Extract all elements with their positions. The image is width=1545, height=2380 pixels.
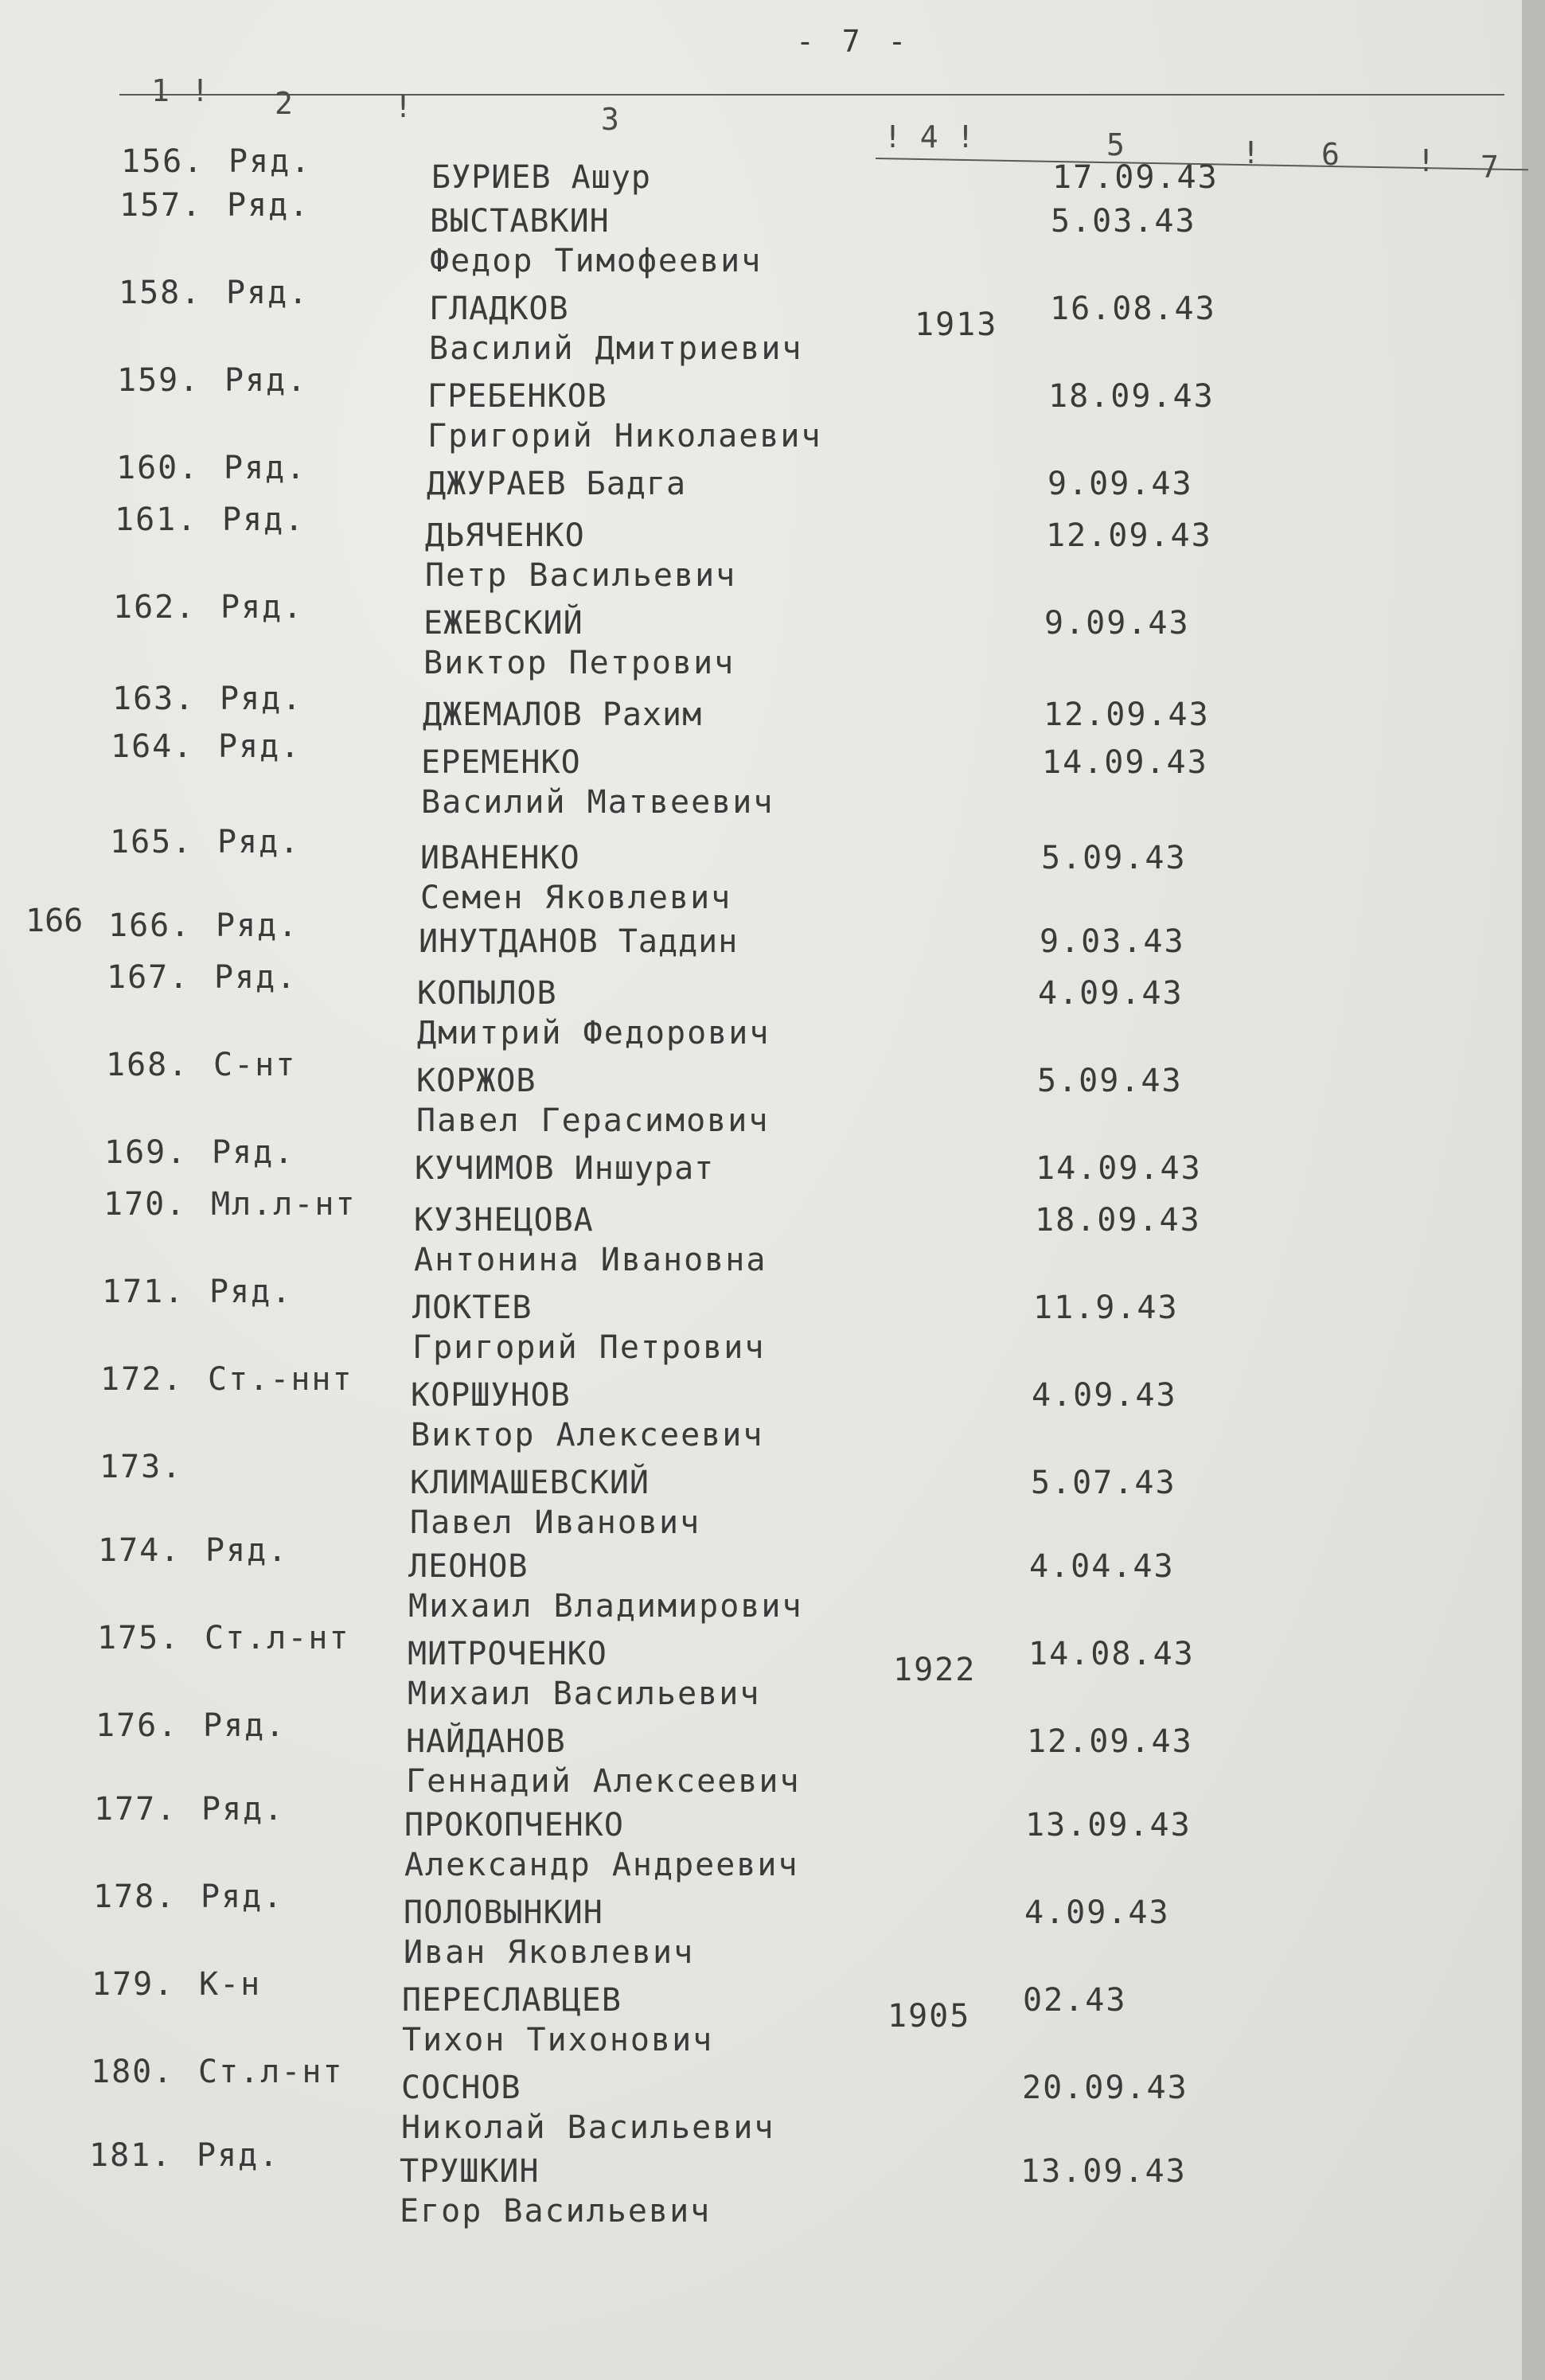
given-name-cell: Антонина Ивановна xyxy=(414,1242,767,1278)
date-cell: 20.09.43 xyxy=(1022,2070,1188,2106)
given-name-cell: Виктор Петрович xyxy=(423,645,735,681)
date-cell: 4.09.43 xyxy=(1024,1894,1170,1931)
surname-cell: КУЧИМОВ Иншурат xyxy=(415,1150,715,1187)
row-number: 163. xyxy=(112,681,196,717)
given-name-cell: Николай Васильевич xyxy=(401,2109,775,2146)
date-cell: 9.03.43 xyxy=(1040,923,1185,960)
given-name-cell: Василий Матвеевич xyxy=(421,784,774,821)
surname-cell: ПОЛОВЫНКИН xyxy=(404,1894,603,1931)
given-name-cell: Павел Иванович xyxy=(410,1504,701,1541)
row-number: 164. xyxy=(111,728,194,765)
rank-cell: Ряд. xyxy=(212,1134,295,1171)
given-name-cell: Егор Васильевич xyxy=(400,2193,712,2230)
row-number: 170. xyxy=(103,1186,187,1223)
row-number: 169. xyxy=(104,1134,188,1171)
page-edge-shadow xyxy=(1522,0,1545,2380)
date-cell: 9.09.43 xyxy=(1044,605,1190,642)
rank-cell: Ряд. xyxy=(203,1707,287,1744)
rank-cell: Ряд. xyxy=(216,907,299,944)
surname-cell: ДЖУРАЕВ Бадга xyxy=(427,466,687,502)
rank-cell: Ряд. xyxy=(220,681,303,717)
column-header: 7 xyxy=(1481,150,1499,185)
surname-cell: НАЙДАНОВ xyxy=(406,1723,566,1760)
rank-cell: Ст.-ннт xyxy=(208,1361,353,1398)
rank-cell: К-н xyxy=(199,1966,262,2003)
rank-cell: Мл.л-нт xyxy=(211,1186,357,1223)
surname-cell: ТРУШКИН xyxy=(400,2153,540,2190)
row-number: 179. xyxy=(92,1966,175,2003)
birth-year-cell: 1922 xyxy=(893,1652,977,1688)
row-number: 168. xyxy=(106,1047,189,1083)
given-name-cell: Михаил Владимирович xyxy=(408,1588,803,1625)
surname-cell: ПРОКОПЧЕНКО xyxy=(404,1807,624,1844)
date-cell: 11.9.43 xyxy=(1033,1289,1179,1326)
date-cell: 17.09.43 xyxy=(1052,159,1219,196)
date-cell: 5.03.43 xyxy=(1051,203,1196,240)
given-name-cell: Дмитрий Федорович xyxy=(417,1015,771,1051)
given-name-cell: Федор Тимофеевич xyxy=(430,243,763,279)
date-cell: 12.09.43 xyxy=(1027,1723,1193,1760)
surname-cell: ГРЕБЕНКОВ xyxy=(427,378,607,415)
row-number: 159. xyxy=(117,362,201,399)
date-cell: 12.09.43 xyxy=(1044,696,1210,733)
margin-note: 166 xyxy=(25,903,84,939)
rank-cell: Ряд. xyxy=(226,275,310,311)
column-header: 5 xyxy=(1106,127,1125,162)
date-cell: 14.09.43 xyxy=(1042,744,1208,781)
given-name-cell: Тихон Тихонович xyxy=(402,2022,714,2058)
surname-cell: ИНУТДАНОВ Таддин xyxy=(419,923,739,960)
column-header: ! xyxy=(394,89,412,124)
row-number: 175. xyxy=(97,1620,181,1656)
column-header: ! xyxy=(191,73,209,108)
date-cell: 9.09.43 xyxy=(1048,466,1193,502)
row-number: 162. xyxy=(113,589,197,626)
given-name-cell: Василий Дмитриевич xyxy=(429,330,803,367)
column-header: 6 xyxy=(1321,137,1340,172)
given-name-cell: Павел Герасимович xyxy=(416,1102,770,1139)
given-name-cell: Иван Яковлевич xyxy=(404,1934,695,1971)
surname-cell: ЕЖЕВСКИЙ xyxy=(423,605,583,642)
header-rule xyxy=(119,94,1504,96)
rank-cell: Ряд. xyxy=(205,1532,289,1569)
rank-cell: Ряд. xyxy=(224,450,307,486)
date-cell: 4.09.43 xyxy=(1038,975,1184,1012)
date-cell: 13.09.43 xyxy=(1025,1807,1192,1844)
row-number: 160. xyxy=(116,450,200,486)
surname-cell: ЛЕОНОВ xyxy=(408,1548,529,1585)
column-header: ! 4 ! xyxy=(884,119,975,154)
row-number: 173. xyxy=(99,1449,183,1485)
row-number: 176. xyxy=(96,1707,179,1744)
date-cell: 4.04.43 xyxy=(1029,1548,1175,1585)
row-number: 171. xyxy=(102,1274,185,1310)
given-name-cell: Семен Яковлевич xyxy=(420,880,732,916)
row-number: 165. xyxy=(110,824,193,860)
row-number: 178. xyxy=(93,1879,177,1915)
date-cell: 5.07.43 xyxy=(1031,1465,1176,1501)
date-cell: 18.09.43 xyxy=(1048,378,1215,415)
rank-cell: Ряд. xyxy=(222,501,306,538)
surname-cell: МИТРОЧЕНКО xyxy=(408,1636,607,1672)
given-name-cell: Григорий Николаевич xyxy=(427,418,822,455)
surname-cell: БУРИЕВ Ашур xyxy=(431,159,651,196)
rank-cell: Ряд. xyxy=(214,959,298,996)
column-header: 1 xyxy=(151,73,170,108)
surname-cell: СОСНОВ xyxy=(401,2070,521,2106)
given-name-cell: Виктор Алексеевич xyxy=(411,1417,764,1453)
rank-cell: С-нт xyxy=(213,1047,297,1083)
surname-cell: ГЛАДКОВ xyxy=(429,291,569,327)
surname-cell: ПЕРЕСЛАВЦЕВ xyxy=(402,1982,622,2019)
page-number: - 7 - xyxy=(796,24,911,59)
row-number: 157. xyxy=(119,187,203,224)
given-name-cell: Петр Васильевич xyxy=(425,557,737,594)
row-number: 180. xyxy=(91,2054,174,2090)
date-cell: 5.09.43 xyxy=(1041,840,1187,876)
surname-cell: КУЗНЕЦОВА xyxy=(414,1202,594,1239)
surname-cell: ЕРЕМЕНКО xyxy=(421,744,581,781)
rank-cell: Ряд. xyxy=(197,2137,280,2174)
column-header: 3 xyxy=(601,102,619,137)
rank-cell: Ряд. xyxy=(224,362,308,399)
rank-cell: Ряд. xyxy=(220,589,304,626)
date-cell: 02.43 xyxy=(1023,1982,1127,2019)
birth-year-cell: 1913 xyxy=(915,306,998,343)
column-header: 2 xyxy=(275,86,293,121)
row-number: 156. xyxy=(121,143,205,180)
row-number: 158. xyxy=(119,275,202,311)
surname-cell: КЛИМАШЕВСКИЙ xyxy=(410,1465,650,1501)
surname-cell: КОРШУНОВ xyxy=(411,1377,571,1414)
date-cell: 13.09.43 xyxy=(1020,2153,1187,2190)
rank-cell: Ст.л-нт xyxy=(205,1620,350,1656)
date-cell: 14.08.43 xyxy=(1028,1636,1195,1672)
row-number: 166. xyxy=(108,907,192,944)
surname-cell: КОРЖОВ xyxy=(416,1063,536,1099)
row-number: 177. xyxy=(94,1791,178,1828)
rank-cell: Ряд. xyxy=(209,1274,293,1310)
birth-year-cell: 1905 xyxy=(888,1998,971,2035)
rank-cell: Ряд. xyxy=(217,824,301,860)
rank-cell: Ряд. xyxy=(201,1791,285,1828)
row-number: 174. xyxy=(98,1532,181,1569)
rank-cell: Ряд. xyxy=(228,143,312,180)
date-cell: 12.09.43 xyxy=(1046,517,1212,554)
date-cell: 16.08.43 xyxy=(1050,291,1216,327)
given-name-cell: Михаил Васильевич xyxy=(408,1676,761,1712)
row-number: 161. xyxy=(115,501,198,538)
surname-cell: ДЬЯЧЕНКО xyxy=(425,517,585,554)
date-cell: 5.09.43 xyxy=(1037,1063,1183,1099)
surname-cell: ИВАНЕНКО xyxy=(420,840,580,876)
date-cell: 14.09.43 xyxy=(1036,1150,1202,1187)
rank-cell: Ряд. xyxy=(218,728,302,765)
given-name-cell: Григорий Петрович xyxy=(412,1329,766,1366)
surname-cell: ВЫСТАВКИН xyxy=(430,203,610,240)
given-name-cell: Александр Андреевич xyxy=(404,1847,799,1883)
column-header: ! xyxy=(1242,135,1260,170)
row-number: 167. xyxy=(107,959,190,996)
surname-cell: ДЖЕМАЛОВ Рахим xyxy=(423,696,703,733)
surname-cell: ЛОКТЕВ xyxy=(412,1289,533,1326)
given-name-cell: Геннадий Алексеевич xyxy=(406,1763,801,1800)
rank-cell: Ряд. xyxy=(227,187,310,224)
date-cell: 18.09.43 xyxy=(1035,1202,1201,1239)
date-cell: 4.09.43 xyxy=(1032,1377,1177,1414)
column-header: ! xyxy=(1417,143,1435,178)
row-number: 181. xyxy=(89,2137,173,2174)
rank-cell: Ряд. xyxy=(201,1879,284,1915)
row-number: 172. xyxy=(100,1361,184,1398)
surname-cell: КОПЫЛОВ xyxy=(417,975,557,1012)
rank-cell: Ст.л-нт xyxy=(198,2054,344,2090)
